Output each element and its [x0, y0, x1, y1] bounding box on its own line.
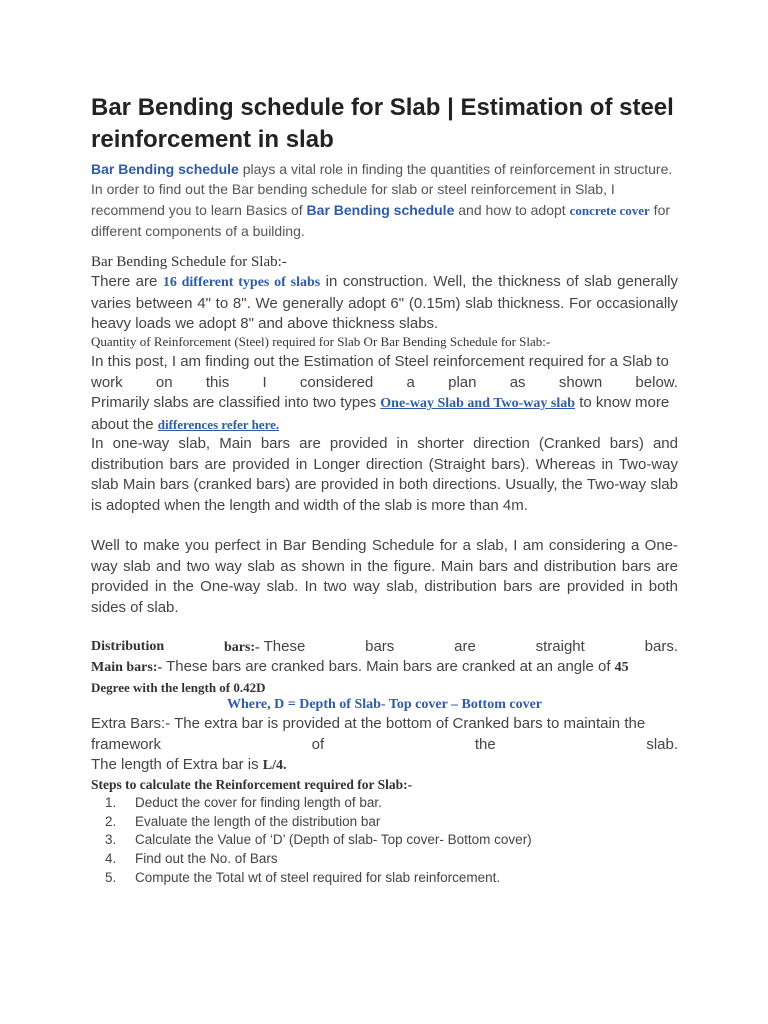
- list-text: Deduct the cover for finding length of bar.: [135, 795, 382, 810]
- word: plan: [448, 373, 477, 391]
- section-heading-quantity: Quantity of Reinforcement (Steel) required for Slab Or Bar Bending Schedule for Slab:-: [91, 334, 551, 349]
- steps-heading: Steps to calculate the Reinforcement required for Slab:-: [91, 777, 413, 792]
- list-item: [91, 850, 678, 869]
- perfect-bbs-paragraph: Well to make you perfect in Bar Bending Schedule for a slab, I am considering a One-way slab and two way slab as shown in the figure. Main bars and distribution bars are provided in the One-way slab. In two way slab, distribution bars are provided in both sides of slab.: [91, 537, 678, 616]
- section-heading-bbs-slab: Bar Bending Schedule for Slab:-: [91, 254, 287, 270]
- list-number: 5.: [105, 869, 117, 885]
- slab-types-paragraph: There are 16 different types of slabs in construction. Well, the thickness of slab generally varies between 4" to 8". We generally adopt 6" (0.15m) slab thickness. For occasionally heavy loads we adopt 8" and above thickness slabs.: [91, 273, 678, 333]
- word: I: [262, 373, 267, 391]
- word: on: [155, 373, 173, 391]
- justified-line: [91, 373, 678, 394]
- distribution-label: Distribution: [91, 639, 165, 654]
- word: bars.: [644, 638, 678, 655]
- estimation-paragraph: In this post, I am finding out the Estimation of Steel reinforcement required for a Slab to work on this I considered a plan as shown below. Primarily slabs are classified into two types One-way Slab and Two-way slab to know more about the differences refer here.: [91, 353, 678, 433]
- word: of: [311, 735, 325, 753]
- one-way-two-way-paragraph: In one-way slab, Main bars are provided in shorter direction (Cranked bars) and distribution bars are provided in Longer direction (Straight bars). Whereas in Two-way slab Main bars (cranked bars) are provided in both directions. Usually, the Two-way slab is adopted when the length and width of the slab is more than 4m.: [91, 435, 678, 514]
- list-item: [91, 794, 678, 813]
- bar-bending-schedule-link-2[interactable]: Bar Bending schedule: [306, 201, 455, 218]
- word: this: [205, 373, 230, 391]
- word: below.: [635, 373, 678, 391]
- where-d-formula: Where, D = Depth of Slab- Top cover – Bottom cover: [226, 697, 543, 712]
- word: the: [474, 735, 496, 753]
- word: a: [406, 373, 415, 391]
- intro-paragraph: Bar Bending schedule plays a vital role in finding the quantities of reinforcement in structure. In order to find out the Bar bending schedule for slab or steel reinforcement in Slab, I recommend you to learn Basics of Bar Bending schedule and how to adopt concrete cover for different components of a building.: [91, 161, 673, 239]
- list-text: Find out the No. of Bars: [135, 851, 278, 867]
- list-item: [91, 813, 678, 832]
- justified-line: [91, 735, 678, 756]
- list-item: [91, 831, 678, 850]
- concrete-cover-link[interactable]: concrete cover: [569, 202, 650, 218]
- differences-link[interactable]: differences refer here.: [157, 416, 280, 432]
- word: work: [91, 373, 123, 391]
- bar-bending-schedule-link[interactable]: Bar Bending schedule: [91, 161, 239, 177]
- word: considered: [299, 373, 374, 391]
- list-text: Calculate the Value of ‘D’ (Depth of slab- Top cover- Bottom cover): [135, 832, 532, 848]
- slab-types-link[interactable]: 16 different types of slabs: [162, 275, 321, 290]
- one-way-two-way-slab-link[interactable]: One-way Slab and Two-way slab: [380, 396, 576, 412]
- word: framework: [91, 735, 162, 753]
- list-text: Compute the Total wt of steel required for slab reinforcement.: [135, 869, 501, 885]
- main-bars-paragraph: Main bars:- These bars are cranked bars. Main bars are cranked at an angle of 45 Degree with the length of 0.42D: [91, 658, 629, 695]
- word: slab.: [646, 735, 678, 753]
- bars-label: bars:- These: [223, 638, 306, 655]
- list-item: [91, 869, 678, 888]
- word: as: [509, 373, 526, 391]
- list-number: 4.: [105, 851, 117, 867]
- list-text: Evaluate the length of the distribution bar: [135, 813, 381, 829]
- word: bars: [365, 638, 395, 655]
- word: straight: [535, 638, 585, 655]
- list-number: 1.: [105, 795, 117, 810]
- list-number: 3.: [105, 832, 117, 848]
- word: are: [454, 638, 476, 655]
- list-number: 2.: [105, 813, 117, 829]
- extra-bars-paragraph: Extra Bars:- The extra bar is provided at the bottom of Cranked bars to maintain the framework of the slab. The length of Extra bar is L/4.: [91, 715, 678, 774]
- steps-list: [91, 794, 678, 888]
- distribution-bars-line: [91, 637, 678, 659]
- word: shown: [558, 373, 603, 391]
- page-title: Bar Bending schedule for Slab | Estimation of steel reinforcement in slab: [91, 94, 674, 153]
